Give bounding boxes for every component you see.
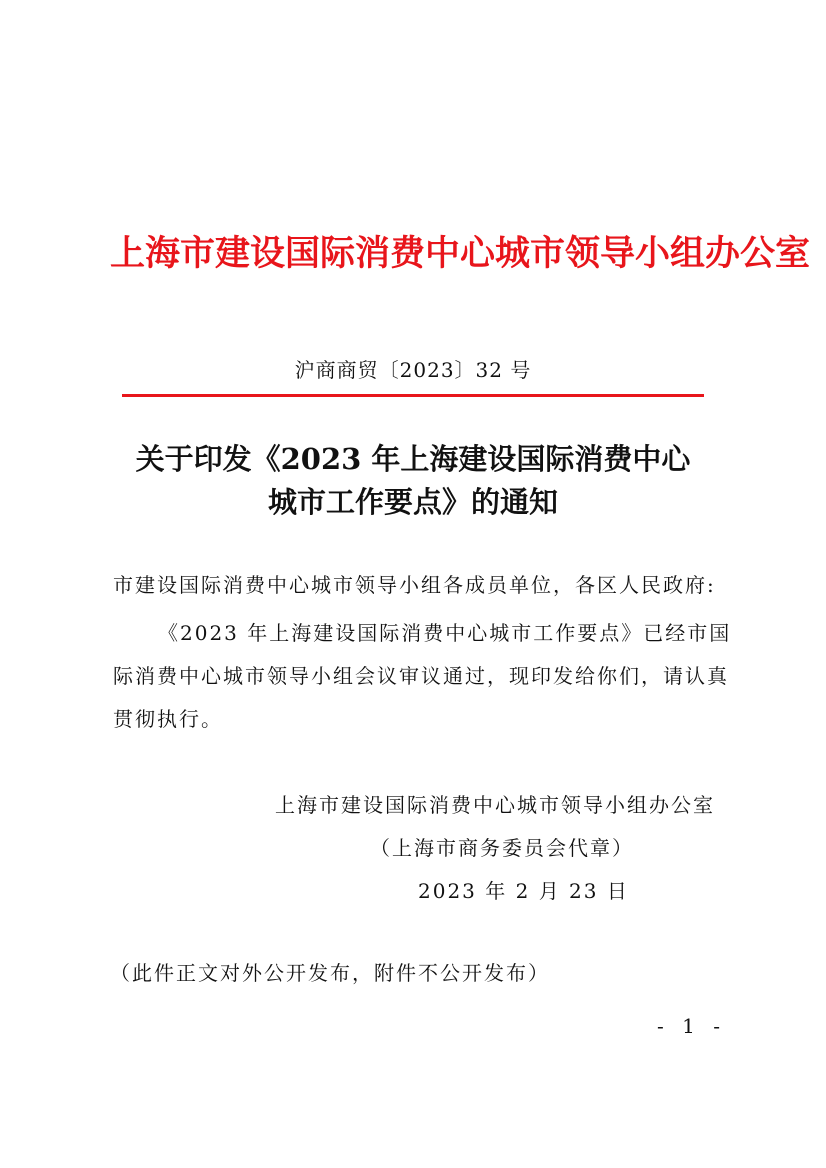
page-number: - 1 -	[657, 1014, 726, 1038]
addressee-line: 市建设国际消费中心城市领导小组各成员单位，各区人民政府:	[113, 573, 716, 597]
document-title-line-1: 关于印发《2023 年上海建设国际消费中心	[135, 442, 691, 476]
document-number: 沪商商贸〔2023〕32 号	[294, 358, 532, 382]
signature-date: 2023 年 2 月 23 日	[418, 879, 629, 903]
signature-seal-note: （上海市商务委员会代章）	[370, 836, 634, 860]
issuing-authority-header: 上海市建设国际消费中心城市领导小组办公室	[110, 233, 811, 274]
red-divider-line	[122, 394, 704, 397]
body-paragraph-line-3: 贯彻执行。	[113, 707, 223, 731]
publication-disclaimer: （此件正文对外公开发布，附件不公开发布）	[110, 961, 550, 985]
body-paragraph-line-2: 际消费中心城市领导小组会议审议通过，现印发给你们，请认真	[113, 664, 729, 688]
signature-organization: 上海市建设国际消费中心城市领导小组办公室	[275, 793, 715, 817]
body-paragraph-line-1: 《2023 年上海建设国际消费中心城市工作要点》已经市国	[158, 621, 732, 645]
document-title-line-2: 城市工作要点》的通知	[267, 485, 558, 519]
